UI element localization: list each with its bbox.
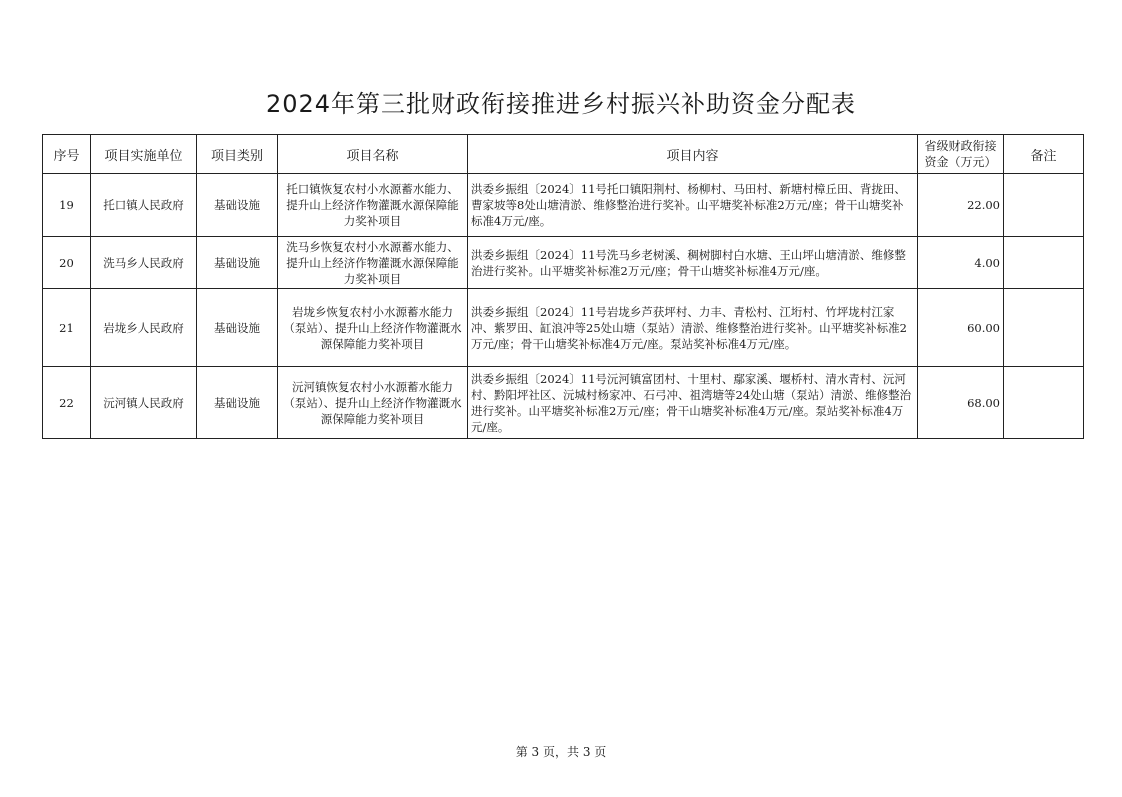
cell-seq: 21 (43, 289, 91, 367)
header-amount-line2: 资金（万元） (924, 155, 997, 169)
cell-amount: 22.00 (918, 174, 1004, 237)
cell-amount: 60.00 (918, 289, 1004, 367)
cell-remark (1004, 367, 1084, 439)
cell-amount: 4.00 (918, 237, 1004, 289)
cell-project-content: 洪委乡振组〔2024〕11号托口镇阳荆村、杨柳村、马田村、新塘村樟丘田、背拢田、曹家坡等8处山塘清淤、维修整治进行奖补。山平塘奖补标准2万元/座；骨干山塘奖补标准4万元/座。 (468, 174, 918, 237)
cell-project-content: 洪委乡振组〔2024〕11号沅河镇富团村、十里村、鄢家溪、堰桥村、清水青村、沅河村、黔阳坪社区、沅城村杨家冲、石弓冲、祖湾塘等24处山塘（泵站）清淤、维修整治进行奖补。山平塘奖补标准2万元/座；骨干山塘奖补标准4万元/座。泵站奖补标准4万元/座。 (468, 367, 918, 439)
table-row (43, 174, 1084, 237)
page-footer: 第 3 页，共 3 页 (515, 745, 607, 759)
allocation-table (42, 134, 1084, 439)
cell-remark (1004, 174, 1084, 237)
cell-amount: 68.00 (918, 367, 1004, 439)
cell-category: 基础设施 (197, 367, 278, 439)
header-unit: 项目实施单位 (91, 135, 197, 174)
cell-seq: 20 (43, 237, 91, 289)
header-amount (918, 135, 1004, 174)
cell-project-name: 洗马乡恢复农村小水源蓄水能力、提升山上经济作物灌溉水源保障能力奖补项目 (278, 237, 468, 289)
header-remark: 备注 (1004, 135, 1084, 174)
cell-project-name: 沅河镇恢复农村小水源蓄水能力（泵站）、提升山上经济作物灌溉水源保障能力奖补项目 (278, 367, 468, 439)
cell-remark (1004, 289, 1084, 367)
cell-unit: 沅河镇人民政府 (91, 367, 197, 439)
table-row (43, 289, 1084, 367)
table-row (43, 367, 1084, 439)
cell-unit: 岩垅乡人民政府 (91, 289, 197, 367)
cell-unit: 洗马乡人民政府 (91, 237, 197, 289)
cell-project-content: 洪委乡振组〔2024〕11号洗马乡老树溪、稠树脚村白水塘、王山坪山塘清淤、维修整治进行奖补。山平塘奖补标准2万元/座；骨干山塘奖补标准4万元/座。 (468, 237, 918, 289)
table-row (43, 237, 1084, 289)
cell-remark (1004, 237, 1084, 289)
cell-category: 基础设施 (197, 289, 278, 367)
table-header-row (43, 135, 1084, 174)
header-content: 项目内容 (468, 135, 918, 174)
cell-seq: 19 (43, 174, 91, 237)
header-name: 项目名称 (278, 135, 468, 174)
cell-project-content: 洪委乡振组〔2024〕11号岩垅乡芦获坪村、力丰、青松村、江垳村、竹坪垅村江家冲、紫罗田、缸浪冲等25处山塘（泵站）清淤、维修整治进行奖补。山平塘奖补标准2万元/座；骨干山塘奖补标准4万元/座。泵站奖补标准4万元/座。 (468, 289, 918, 367)
cell-seq: 22 (43, 367, 91, 439)
cell-category: 基础设施 (197, 174, 278, 237)
document-title: 2024年第三批财政衔接推进乡村振兴补助资金分配表 (265, 90, 857, 118)
cell-unit: 托口镇人民政府 (91, 174, 197, 237)
header-seq: 序号 (43, 135, 91, 174)
cell-category: 基础设施 (197, 237, 278, 289)
cell-project-name: 托口镇恢复农村小水源蓄水能力、提升山上经济作物灌溉水源保障能力奖补项目 (278, 174, 468, 237)
header-category: 项目类别 (197, 135, 278, 174)
cell-project-name: 岩垅乡恢复农村小水源蓄水能力（泵站）、提升山上经济作物灌溉水源保障能力奖补项目 (278, 289, 468, 367)
header-amount-line1: 省级财政衔接 (924, 139, 997, 153)
